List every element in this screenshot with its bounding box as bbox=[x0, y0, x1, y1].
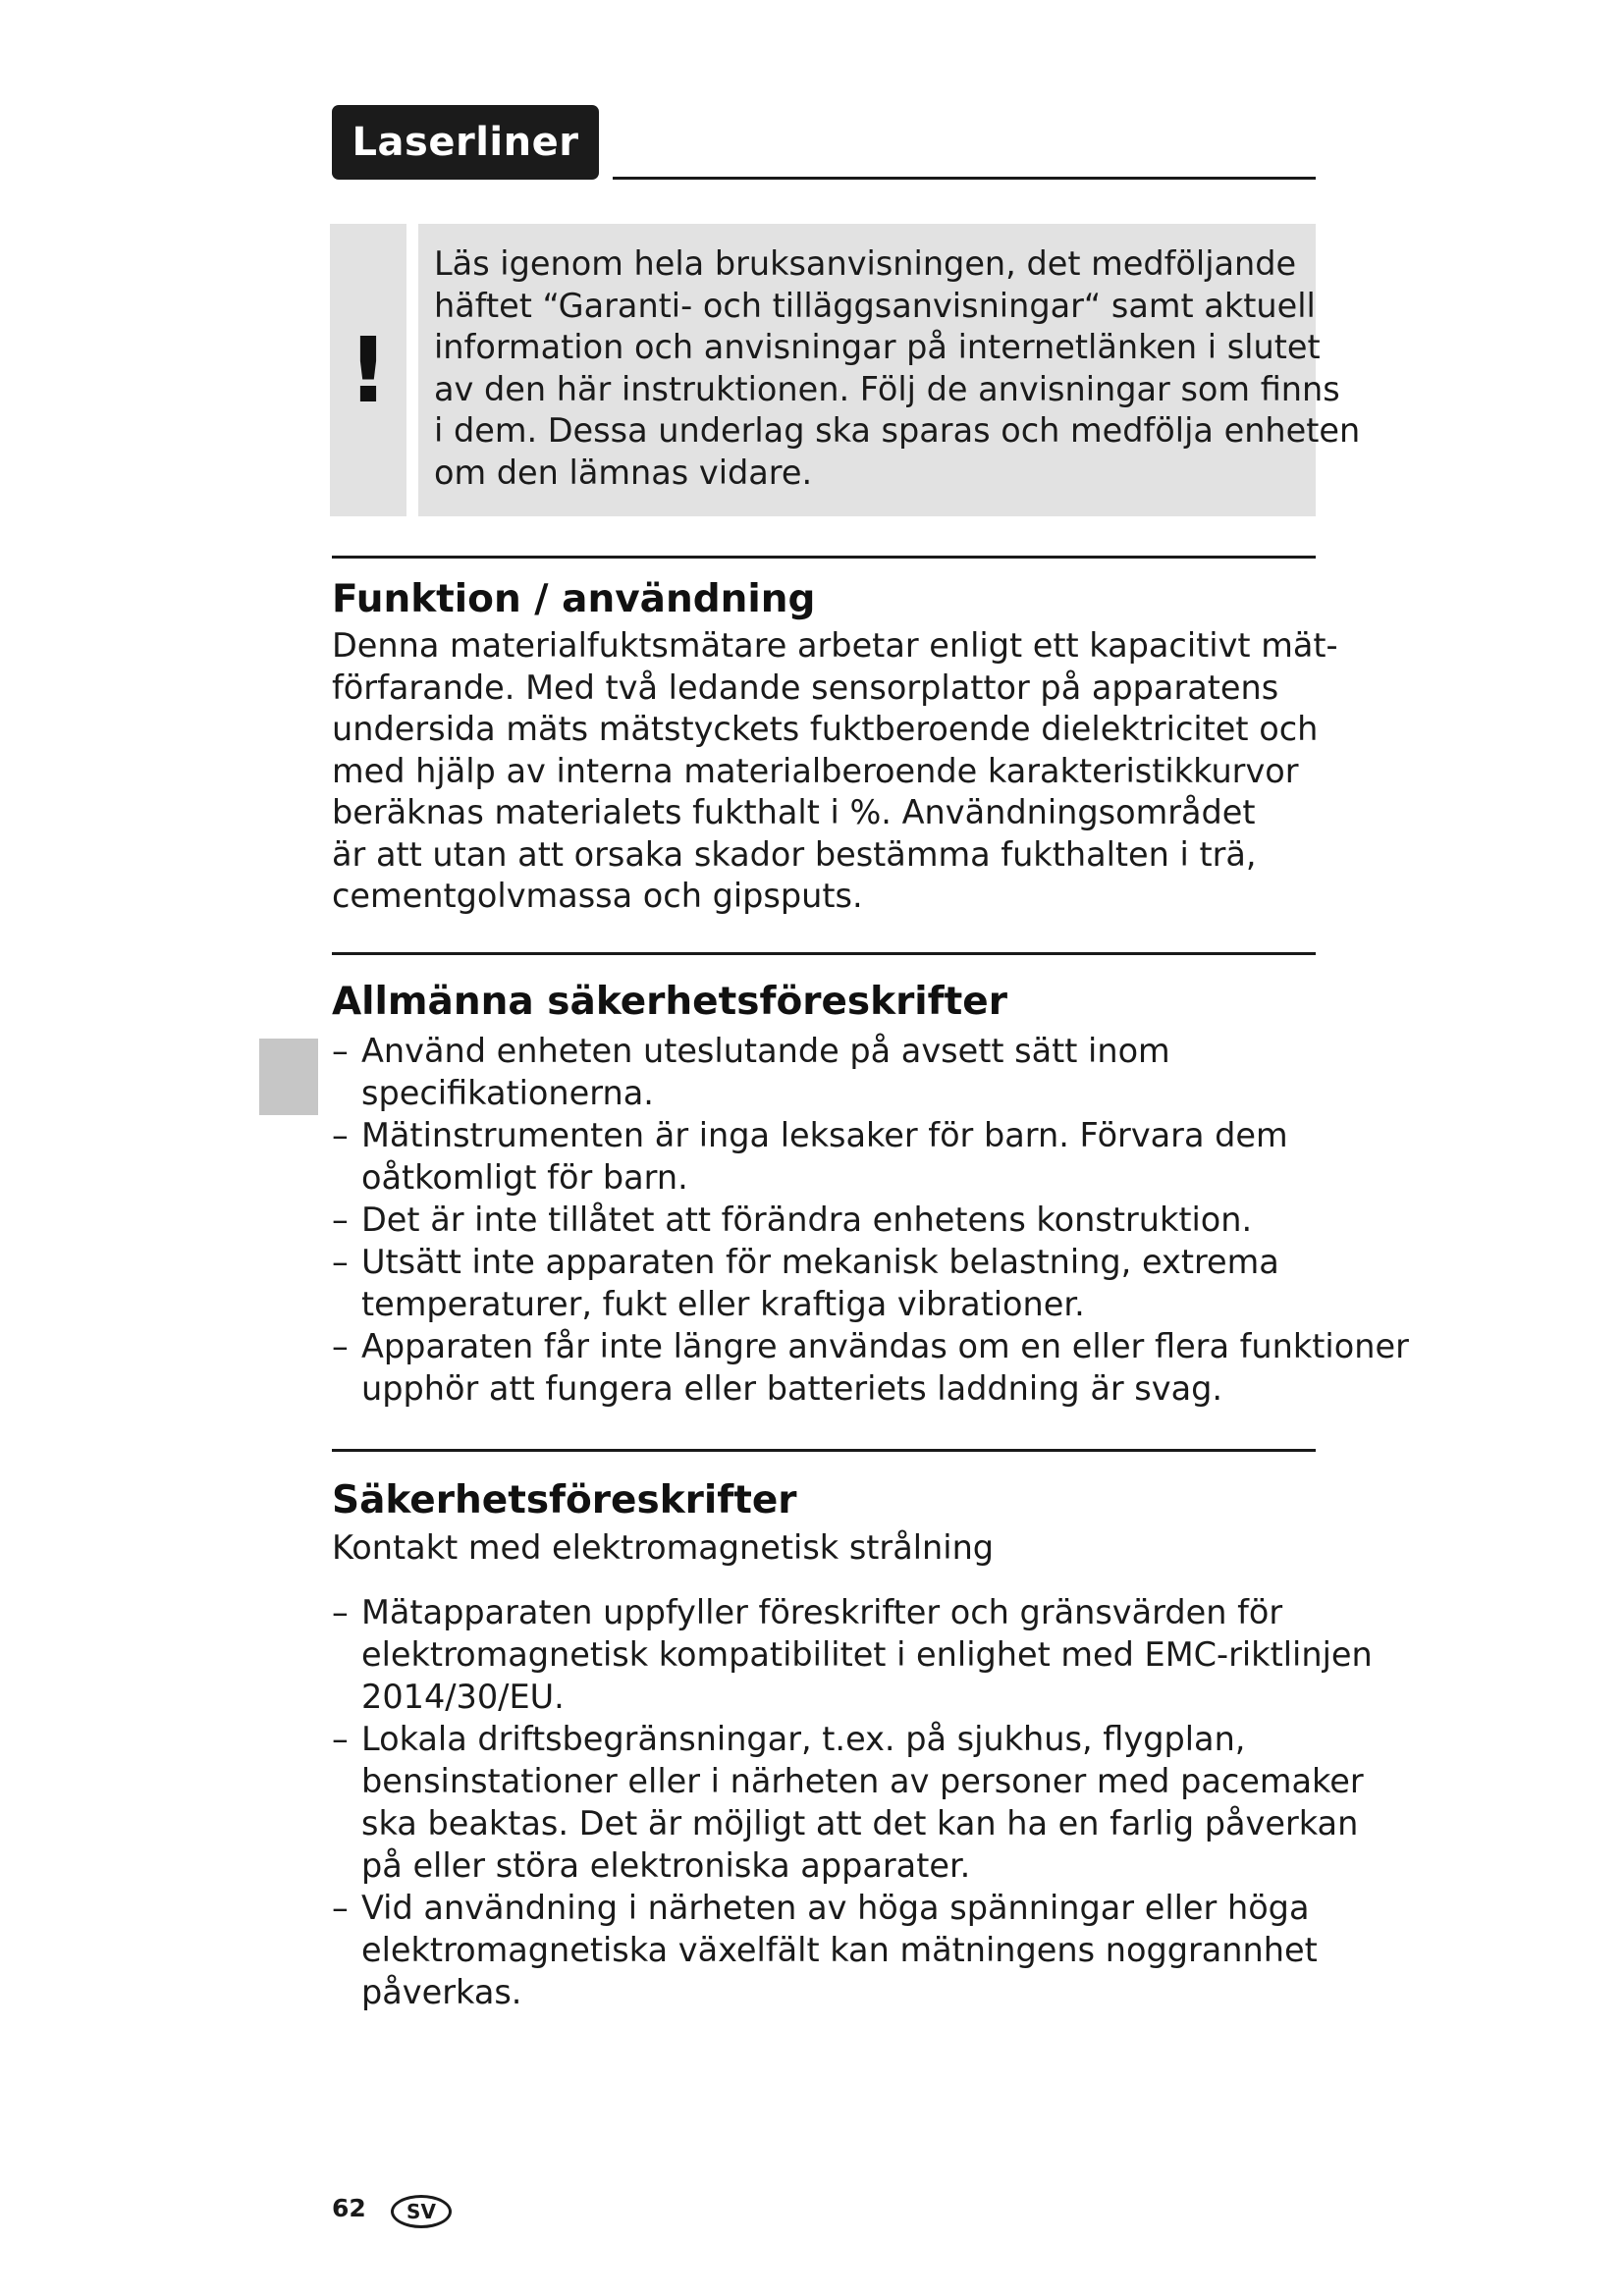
list-item-line: på eller störa elektroniska apparater. bbox=[361, 1846, 971, 1885]
list-dash: – bbox=[332, 1201, 349, 1239]
list-item bbox=[332, 1199, 1409, 1241]
body-line: undersida mäts mätstyckets fuktberoende dielektricitet och bbox=[332, 710, 1319, 748]
list-item-line: bensinstationer eller i närheten av personer med pacemaker bbox=[361, 1762, 1364, 1800]
section-title-funktion: Funktion / användning bbox=[332, 577, 816, 621]
notice-line: häftet “Garanti- och tilläggsanvisningar“ samt aktuell bbox=[434, 286, 1316, 325]
list-dash: – bbox=[332, 1327, 349, 1365]
brand-logo bbox=[332, 105, 599, 180]
list-dash: – bbox=[332, 1032, 349, 1070]
section-divider bbox=[332, 1449, 1316, 1452]
page-number: 62 bbox=[332, 2194, 366, 2222]
list-dash: – bbox=[332, 1243, 349, 1281]
language-badge bbox=[391, 2195, 452, 2228]
section-title-sakerhet: Säkerhetsföreskrifter bbox=[332, 1478, 797, 1522]
list-item-line: oåtkomligt för barn. bbox=[361, 1158, 688, 1197]
notice-line: information och anvisningar på internetlänken i slutet bbox=[434, 328, 1321, 366]
notice-line: Läs igenom hela bruksanvisningen, det medföljande bbox=[434, 244, 1297, 283]
section-subtitle-sakerhet: Kontakt med elektromagnetisk strålning bbox=[332, 1528, 995, 1567]
list-item bbox=[332, 1241, 1409, 1325]
list-item-line: Mätapparaten uppfyller föreskrifter och gränsvärden för bbox=[361, 1593, 1283, 1631]
body-line: är att utan att orsaka skador bestämma fukthalten i trä, bbox=[332, 834, 1257, 874]
list-item bbox=[332, 1718, 1373, 1887]
list-item-line: temperaturer, fukt eller kraftiga vibrationer. bbox=[361, 1285, 1085, 1323]
list-item-line: elektromagnetisk kompatibilitet i enlighet med EMC-riktlinjen bbox=[361, 1635, 1373, 1674]
list-item bbox=[332, 1030, 1409, 1114]
body-line: beräknas materialets fukthalt i %. Användningsområdet bbox=[332, 793, 1256, 831]
list-item-line: specifikationerna. bbox=[361, 1074, 654, 1112]
section-body-funktion bbox=[332, 625, 1338, 918]
list-item-line: Lokala driftsbegränsningar, t.ex. på sjukhus, flygplan, bbox=[361, 1720, 1246, 1758]
notice-line: om den lämnas vidare. bbox=[434, 453, 813, 492]
body-line: förfarande. Med två ledande sensorplattor på apparatens bbox=[332, 667, 1279, 707]
list-item bbox=[332, 1325, 1409, 1410]
list-item-line: ska beaktas. Det är möjligt att det kan ha en farlig påverkan bbox=[361, 1804, 1359, 1842]
list-item-line: påverkas. bbox=[361, 1973, 522, 2011]
list-item-line: Mätinstrumenten är inga leksaker för barn. Förvara dem bbox=[361, 1116, 1288, 1154]
notice-box bbox=[418, 224, 1361, 516]
list-dash: – bbox=[332, 1116, 349, 1154]
list-item-line: Apparaten får inte längre användas om en eller flera funktioner bbox=[361, 1327, 1409, 1365]
section-divider bbox=[332, 952, 1316, 955]
safety-list-general bbox=[332, 1030, 1409, 1410]
section-title-allmanna: Allmänna säkerhetsföreskrifter bbox=[332, 980, 1007, 1024]
section-divider bbox=[332, 556, 1316, 559]
chapter-tab-marker bbox=[259, 1039, 318, 1115]
list-item-line: Vid användning i närheten av höga spänningar eller höga bbox=[361, 1889, 1310, 1927]
list-item bbox=[332, 1591, 1373, 1718]
notice-line: av den här instruktionen. Följ de anvisningar som finns bbox=[434, 369, 1340, 408]
list-item-line: Det är inte tillåtet att förändra enhetens konstruktion. bbox=[361, 1201, 1253, 1239]
list-item-line: upphör att fungera eller batteriets laddning är svag. bbox=[361, 1369, 1223, 1408]
body-line: cementgolvmassa och gipsputs. bbox=[332, 877, 863, 915]
list-dash: – bbox=[332, 1593, 349, 1631]
safety-list-emc bbox=[332, 1591, 1373, 2013]
list-item-line: Använd enheten uteslutande på avsett sätt inom bbox=[361, 1032, 1170, 1070]
body-line: Denna materialfuktsmätare arbetar enligt ett kapacitivt mät- bbox=[332, 626, 1338, 665]
list-item-line: Utsätt inte apparaten för mekanisk belastning, extrema bbox=[361, 1243, 1279, 1281]
body-line: med hjälp av interna materialberoende karakteristikkurvor bbox=[332, 751, 1299, 790]
header-rule bbox=[613, 177, 1316, 180]
list-dash: – bbox=[332, 1720, 349, 1758]
exclamation-icon: ! bbox=[330, 224, 406, 516]
list-dash: – bbox=[332, 1889, 349, 1927]
list-item-line: 2014/30/EU. bbox=[361, 1678, 565, 1716]
notice-line: i dem. Dessa underlag ska sparas och medfölja enheten bbox=[434, 411, 1361, 450]
language-code: SV bbox=[406, 2200, 436, 2223]
brand-name: Laserliner bbox=[352, 120, 579, 165]
list-item bbox=[332, 1114, 1409, 1199]
list-item bbox=[332, 1887, 1373, 2013]
list-item-line: elektromagnetiska växelfält kan mätningens noggrannhet bbox=[361, 1931, 1318, 1969]
